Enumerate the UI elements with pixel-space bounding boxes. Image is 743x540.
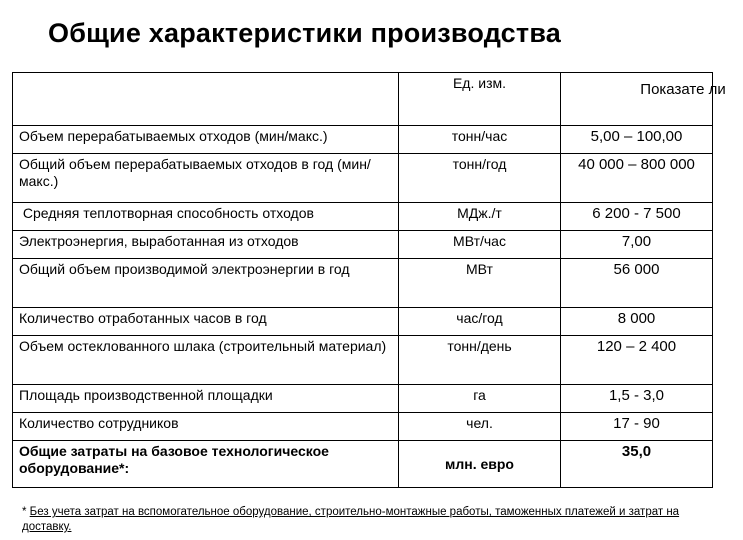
unit-cell: МВт/час [399, 231, 561, 259]
table-row [13, 336, 713, 385]
unit-cell: МДж./т [399, 203, 561, 231]
table-row [13, 203, 713, 231]
unit-cell: га [399, 385, 561, 413]
table-row [13, 259, 713, 308]
value-cell: 35,0 [561, 441, 713, 488]
param-cell: Общий объем производимой электроэнергии в год [13, 259, 399, 308]
param-cell: Средняя теплотворная способность отходов [13, 203, 399, 231]
unit-cell: час/год [399, 308, 561, 336]
table-row [13, 413, 713, 441]
unit-cell: тонн/день [399, 336, 561, 385]
param-cell: Объем остеклованного шлака (строительный материал) [13, 336, 399, 385]
table-header-row [13, 73, 713, 126]
param-cell: Объем перерабатываемых отходов (мин/макс.) [13, 126, 399, 154]
param-cell: Количество отработанных часов в год [13, 308, 399, 336]
param-cell: Площадь производственной площадки [13, 385, 399, 413]
param-cell: Общие затраты на базовое технологическое оборудование*: [13, 441, 399, 488]
table-row [13, 231, 713, 259]
header-param-cell [13, 73, 399, 126]
unit-cell: тонн/час [399, 126, 561, 154]
header-value-cell [561, 73, 726, 126]
unit-cell: чел. [399, 413, 561, 441]
characteristics-table [12, 72, 726, 488]
unit-cell: тонн/год [399, 154, 561, 203]
table-row [13, 154, 713, 203]
value-cell: 17 - 90 [561, 413, 713, 441]
header-unit-cell: Ед. изм. [399, 73, 561, 126]
header-value-label: Показате ли [640, 81, 726, 98]
value-cell: 40 000 – 800 000 [561, 154, 713, 203]
table-row [13, 126, 713, 154]
param-cell: Общий объем перерабатываемых отходов в год (мин/макс.) [13, 154, 399, 203]
value-cell: 56 000 [561, 259, 713, 308]
page-title: Общие характеристики производства [48, 18, 561, 48]
unit-cell: млн. евро [399, 441, 561, 488]
unit-cell: МВт [399, 259, 561, 308]
table-row [13, 385, 713, 413]
table-row-total [13, 441, 713, 488]
table-row [13, 308, 713, 336]
value-cell: 7,00 [561, 231, 713, 259]
param-cell: Электроэнергия, выработанная из отходов [13, 231, 399, 259]
value-cell: 5,00 – 100,00 [561, 126, 713, 154]
value-cell: 8 000 [561, 308, 713, 336]
footnote-text: Без учета затрат на вспомогательное оборудование, строительно-монтажные работы, таможенных платежей и затрат на доставку. [22, 506, 680, 533]
param-cell: Количество сотрудников [13, 413, 399, 441]
footnote [22, 505, 702, 535]
value-cell: 120 – 2 400 [561, 336, 713, 385]
footnote-marker: * [22, 506, 30, 518]
value-cell: 1,5 - 3,0 [561, 385, 713, 413]
value-cell: 6 200 - 7 500 [561, 203, 713, 231]
